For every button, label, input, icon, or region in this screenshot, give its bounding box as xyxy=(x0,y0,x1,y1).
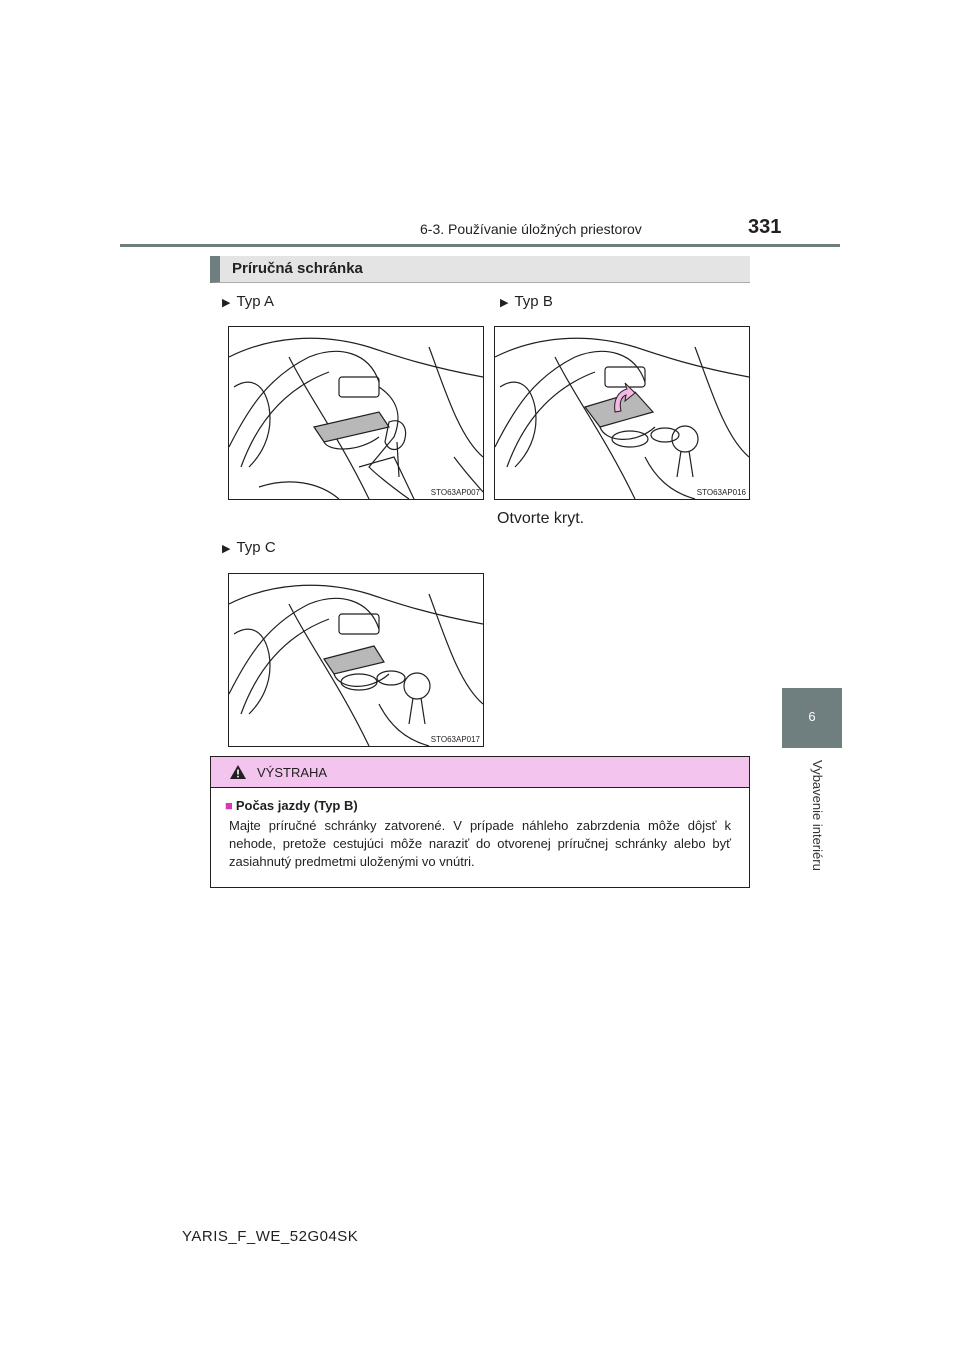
square-bullet-icon: ■ xyxy=(225,798,233,813)
chapter-title: Vybavenie interiéru xyxy=(810,760,825,871)
type-c-label: Typ C xyxy=(236,539,276,556)
type-c-label-row xyxy=(222,539,276,556)
warning-box xyxy=(210,756,750,888)
warning-title: Počas jazdy (Typ B) xyxy=(235,798,358,813)
triangle-bullet-icon: ▶ xyxy=(222,543,231,555)
triangle-bullet-icon: ▶ xyxy=(500,297,509,309)
warning-label: VÝSTRAHA xyxy=(257,764,328,780)
section-title: Príručná schránka xyxy=(232,260,363,277)
warning-text: Majte príručné schránky zatvorené. V prípade náhleho zabrzdenia môže dôjsť k nehode, pretože cestujúci môže naraziť do otvorenej príručnej schránky alebo byť zasiahnutý predmetmi uloženými vo vnútri. xyxy=(229,818,731,869)
glovebox-type-b-drawing xyxy=(495,327,749,499)
page-number: 331 xyxy=(748,216,782,238)
image-code-a: STO63AP007 xyxy=(430,488,480,497)
triangle-bullet-icon: ▶ xyxy=(222,297,231,309)
footer-code: YARIS_F_WE_52G04SK xyxy=(182,1228,359,1245)
section-title-bar xyxy=(210,256,750,283)
illustration-type-b xyxy=(494,326,750,500)
warning-triangle-icon xyxy=(229,764,247,780)
image-code-c: STO63AP017 xyxy=(430,735,480,744)
chapter-tab: 6 xyxy=(782,688,842,748)
type-a-label: Typ A xyxy=(236,293,274,310)
header-rule xyxy=(120,244,840,247)
type-b-caption: Otvorte kryt. xyxy=(497,510,585,527)
warning-title-row xyxy=(225,798,731,813)
glovebox-type-c-drawing xyxy=(229,574,483,746)
illustration-type-c xyxy=(228,573,484,747)
type-a-label-row xyxy=(222,293,274,310)
warning-header xyxy=(211,757,749,788)
image-code-b: STO63AP016 xyxy=(696,488,746,497)
glovebox-type-a-drawing xyxy=(229,327,483,499)
type-b-label-row xyxy=(500,293,553,310)
illustration-type-a xyxy=(228,326,484,500)
type-b-label: Typ B xyxy=(514,293,553,310)
section-header: 6-3. Používanie úložných priestorov xyxy=(420,221,642,237)
